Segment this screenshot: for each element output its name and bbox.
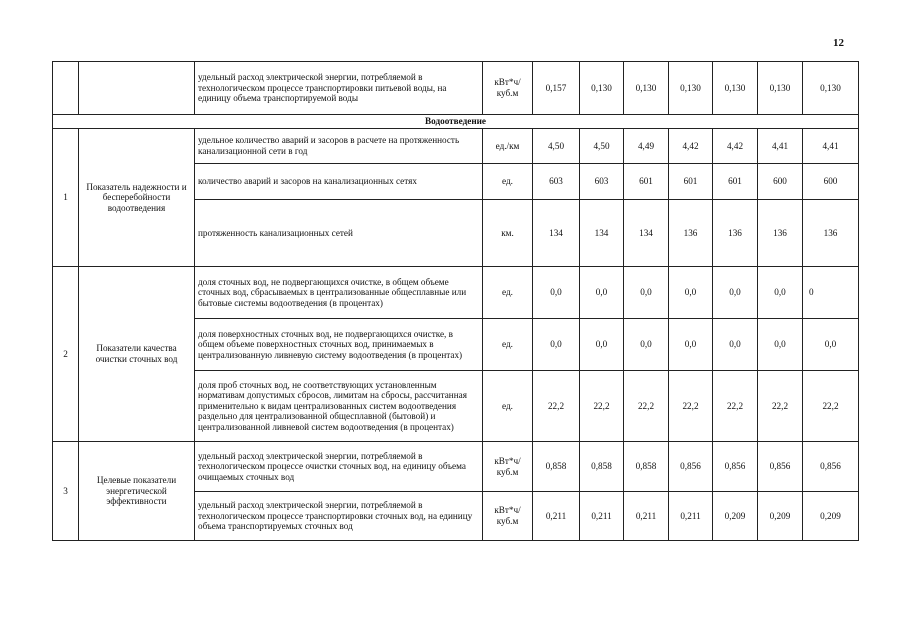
- value-cell: 4,41: [803, 129, 859, 164]
- page-number: 12: [833, 37, 844, 49]
- value-cell: 0,0: [669, 319, 713, 371]
- value-cell: 0,858: [580, 442, 624, 492]
- value-cell: 0,856: [803, 442, 859, 492]
- value-cell: 0,856: [713, 442, 758, 492]
- value-cell: 22,2: [624, 371, 669, 442]
- group-number: 2: [53, 267, 79, 442]
- group-name-cell: [79, 62, 195, 115]
- unit-cell: ед.: [483, 371, 533, 442]
- indicator-cell: удельный расход электрической энергии, потребляемой в технологическом процессе транспортировки сточных вод, на единицу объема транспортируемых сточных вод: [195, 492, 483, 541]
- value-cell: 0,211: [533, 492, 580, 541]
- unit-cell: кВт*ч/куб.м: [483, 492, 533, 541]
- indicator-cell: доля проб сточных вод, не соответствующих установленным нормативам допустимых сбросов, лимитам на сбросы, рассчитанная применительно к видам централизованных систем водоотведения раздельно для централизованной общесплавной (бытовой) и централизованной ливневой систем водоотведения (в процентах): [195, 371, 483, 442]
- value-cell: 22,2: [580, 371, 624, 442]
- value-cell: 4,41: [758, 129, 803, 164]
- value-cell: 136: [669, 200, 713, 267]
- value-cell: 4,50: [533, 129, 580, 164]
- value-cell: 0,0: [533, 319, 580, 371]
- value-cell: 0,130: [803, 62, 859, 115]
- value-cell: 0,130: [758, 62, 803, 115]
- table-row: [53, 129, 859, 164]
- value-cell: 136: [758, 200, 803, 267]
- table-row: [53, 267, 859, 319]
- group-name: Показатели качества очистки сточных вод: [79, 267, 195, 442]
- value-cell: 0,209: [803, 492, 859, 541]
- value-cell: 601: [669, 164, 713, 200]
- indicator-cell: удельное количество аварий и засоров в расчете на протяженность канализационной сети в год: [195, 129, 483, 164]
- value-cell: 134: [533, 200, 580, 267]
- value-cell: 4,49: [624, 129, 669, 164]
- value-cell: 4,42: [713, 129, 758, 164]
- value-cell: 134: [624, 200, 669, 267]
- value-cell: 136: [713, 200, 758, 267]
- unit-cell: ед.: [483, 267, 533, 319]
- value-cell: 4,50: [580, 129, 624, 164]
- value-cell: 0,0: [533, 267, 580, 319]
- value-cell: 4,42: [669, 129, 713, 164]
- value-cell: 603: [533, 164, 580, 200]
- value-cell: 0,0: [624, 267, 669, 319]
- unit-cell: ед.: [483, 319, 533, 371]
- value-cell: 601: [713, 164, 758, 200]
- unit-cell: кВт*ч/куб.м: [483, 62, 533, 115]
- indicator-cell: количество аварий и засоров на канализационных сетях: [195, 164, 483, 200]
- value-cell: 0,209: [713, 492, 758, 541]
- value-cell: 0,0: [758, 267, 803, 319]
- value-cell: 0,0: [713, 319, 758, 371]
- value-cell: 600: [758, 164, 803, 200]
- value-cell: 0,0: [580, 319, 624, 371]
- section-title: Водоотведение: [53, 115, 859, 129]
- indicators-table: [52, 61, 859, 541]
- value-cell: 0,0: [803, 319, 859, 371]
- unit-cell: ед.: [483, 164, 533, 200]
- value-cell: 0,0: [624, 319, 669, 371]
- unit-cell: кВт*ч/куб.м: [483, 442, 533, 492]
- value-cell: 0,211: [669, 492, 713, 541]
- value-cell: 22,2: [533, 371, 580, 442]
- value-cell: 0,0: [713, 267, 758, 319]
- value-cell: 134: [580, 200, 624, 267]
- value-cell: 601: [624, 164, 669, 200]
- value-cell: 22,2: [758, 371, 803, 442]
- value-cell: 0,130: [580, 62, 624, 115]
- number-cell: [53, 62, 79, 115]
- value-cell: 600: [803, 164, 859, 200]
- table-row: [53, 62, 859, 115]
- table-row: [53, 442, 859, 492]
- value-cell: 0,130: [624, 62, 669, 115]
- value-cell: 0,856: [758, 442, 803, 492]
- value-cell: 0: [803, 267, 859, 319]
- unit-cell: км.: [483, 200, 533, 267]
- indicator-cell: доля сточных вод, не подвергающихся очистке, в общем объеме сточных вод, сбрасываемых в централизованные общесплавные или бытовые системы водоотведения (в процентах): [195, 267, 483, 319]
- indicator-cell: протяженность канализационных сетей: [195, 200, 483, 267]
- value-cell: 0,0: [580, 267, 624, 319]
- unit-cell: ед./км: [483, 129, 533, 164]
- value-cell: 0,0: [758, 319, 803, 371]
- value-cell: 0,130: [669, 62, 713, 115]
- section-header-row: [53, 115, 859, 129]
- indicator-cell: доля поверхностных сточных вод, не подвергающихся очистке, в общем объеме поверхностных сточных вод, принимаемых в централизованную ливневую систему водоотведения (в процентах): [195, 319, 483, 371]
- group-number: 3: [53, 442, 79, 541]
- value-cell: 0,157: [533, 62, 580, 115]
- value-cell: 22,2: [713, 371, 758, 442]
- value-cell: 603: [580, 164, 624, 200]
- group-name: Целевые показатели энергетической эффективности: [79, 442, 195, 541]
- value-cell: 0,130: [713, 62, 758, 115]
- indicator-cell: удельный расход электрической энергии, потребляемой в технологическом процессе очистки сточных вод, на единицу объема очищаемых сточных вод: [195, 442, 483, 492]
- indicator-cell: удельный расход электрической энергии, потребляемой в технологическом процессе транспортировки питьевой воды, на единицу объема транспортируемой воды: [195, 62, 483, 115]
- group-number: 1: [53, 129, 79, 267]
- value-cell: 136: [803, 200, 859, 267]
- value-cell: 0,211: [624, 492, 669, 541]
- value-cell: 0,0: [669, 267, 713, 319]
- value-cell: 0,858: [624, 442, 669, 492]
- value-cell: 22,2: [803, 371, 859, 442]
- value-cell: 0,856: [669, 442, 713, 492]
- value-cell: 0,858: [533, 442, 580, 492]
- value-cell: 0,211: [580, 492, 624, 541]
- group-name: Показатель надежности и бесперебойности водоотведения: [79, 129, 195, 267]
- value-cell: 22,2: [669, 371, 713, 442]
- value-cell: 0,209: [758, 492, 803, 541]
